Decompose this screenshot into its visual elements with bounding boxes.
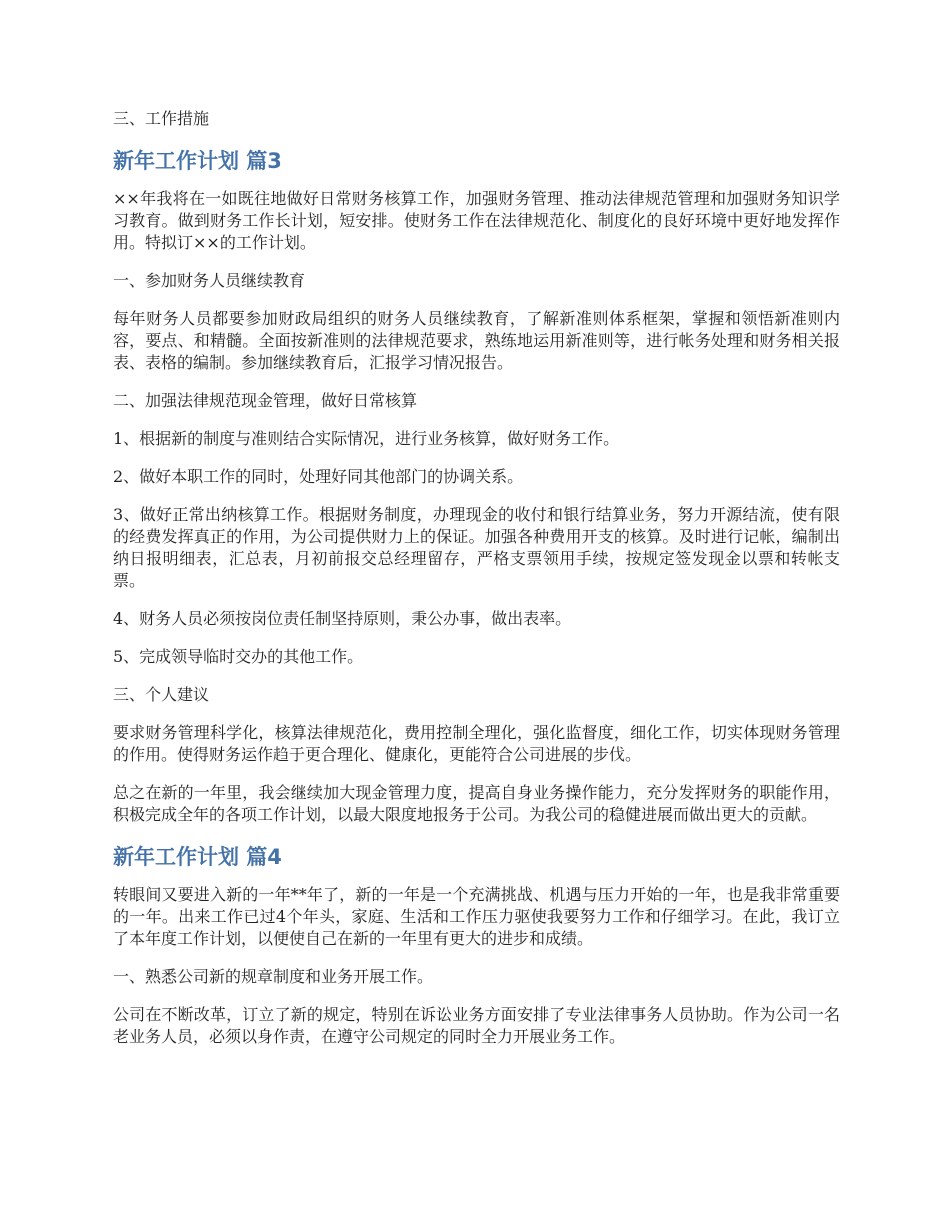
plan4-intro-paragraph: 转眼间又要进入新的一年**年了，新的一年是一个充满挑战、机遇与压力开始的一年，也是我非常重要的一年。出来工作已过4个年头，家庭、生活和工作压力驱使我要努力工作和仔细学习。在此，我订立了本年度工作计划，以便使自己在新的一年里有更大的进步和成绩。 bbox=[113, 885, 840, 948]
plan3-intro-paragraph: ××年我将在一如既往地做好日常财务核算工作，加强财务管理、推动法律规范管理和加强财务知识学习教育。做到财务工作长计划，短安排。使财务工作在法律规范化、制度化的良好环境中更好地发挥作用。特拟订××的工作计划。 bbox=[113, 189, 840, 252]
heading-plan-3: 新年工作计划 篇3 bbox=[113, 149, 282, 173]
heading-plan-4: 新年工作计划 篇4 bbox=[113, 845, 282, 869]
cash-management-item-5: 5、完成领导临时交办的其他工作。 bbox=[113, 647, 364, 666]
section-title-personal-suggestions: 三、个人建议 bbox=[113, 685, 210, 704]
company-rules-paragraph: 公司在不断改革，订立了新的规定，特别在诉讼业务方面安排了专业法律事务人员协助。作为公司一名老业务人员，必须以身作责，在遵守公司规定的同时全力开展业务工作。 bbox=[113, 1005, 840, 1046]
section-title-company-rules: 一、熟悉公司新的规章制度和业务开展工作。 bbox=[113, 967, 434, 986]
cash-management-item-2: 2、做好本职工作的同时，处理好同其他部门的协调关系。 bbox=[113, 467, 524, 486]
cash-management-item-4: 4、财务人员必须按岗位责任制坚持原则，秉公办事，做出表率。 bbox=[113, 609, 572, 628]
document-page bbox=[113, 108, 840, 1064]
section-title-work-measures: 三、工作措施 bbox=[113, 109, 210, 128]
cash-management-item-1: 1、根据新的制度与准则结合实际情况，进行业务核算，做好财务工作。 bbox=[113, 429, 620, 448]
plan3-conclusion-paragraph: 总之在新的一年里，我会继续加大现金管理力度，提高自身业务操作能力，充分发挥财务的职能作用，积极完成全年的各项工作计划，以最大限度地报务于公司。为我公司的稳健进展而做出更大的贡献。 bbox=[113, 783, 840, 824]
section-title-cash-management: 二、加强法律规范现金管理，做好日常核算 bbox=[113, 391, 418, 410]
continuing-education-paragraph: 每年财务人员都要参加财政局组织的财务人员继续教育，了解新准则体系框架，掌握和领悟新准则内容，要点、和精髓。全面按新准则的法律规范要求，熟练地运用新准则等，进行帐务处理和财务相关报表、表格的编制。参加继续教育后，汇报学习情况报告。 bbox=[113, 309, 840, 372]
section-title-continuing-education: 一、参加财务人员继续教育 bbox=[113, 271, 306, 290]
cash-management-item-3: 3、做好正常出纳核算工作。根据财务制度，办理现金的收付和银行结算业务，努力开源结流，使有限的经费发挥真正的作用，为公司提供财力上的保证。加强各种费用开支的核算。及时进行记帐，编制出纳日报明细表，汇总表，月初前报交总经理留存，严格支票领用手续，按规定签发现金以票和转帐支票。 bbox=[113, 505, 840, 590]
personal-suggestions-paragraph: 要求财务管理科学化，核算法律规范化，费用控制全理化，强化监督度，细化工作，切实体现财务管理的作用。使得财务运作趋于更合理化、健康化，更能符合公司进展的步伐。 bbox=[113, 723, 840, 764]
